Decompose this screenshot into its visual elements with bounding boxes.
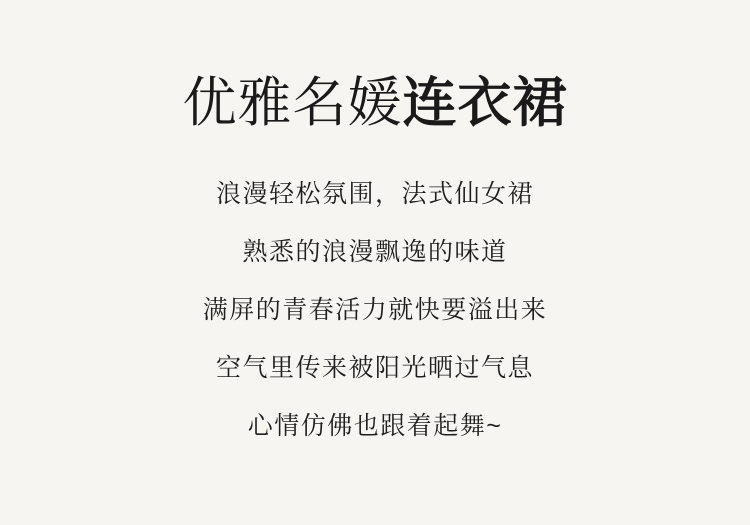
page-title <box>183 72 568 134</box>
subtitle-line: 熟悉的浪漫飘逸的味道 <box>242 238 508 267</box>
title-light-part: 优雅名媛 <box>182 73 403 133</box>
subtitle-list <box>203 174 548 442</box>
subtitle-line: 心情仿佛也跟着起舞~ <box>247 412 503 441</box>
subtitle-line: 浪漫轻松氛围，法式仙女裙 <box>215 180 534 209</box>
subtitle-line: 空气里传来被阳光晒过气息 <box>215 354 534 383</box>
title-bold-part: 连衣裙 <box>402 73 568 133</box>
subtitle-line: 满屏的青春活力就快要溢出来 <box>202 296 548 325</box>
